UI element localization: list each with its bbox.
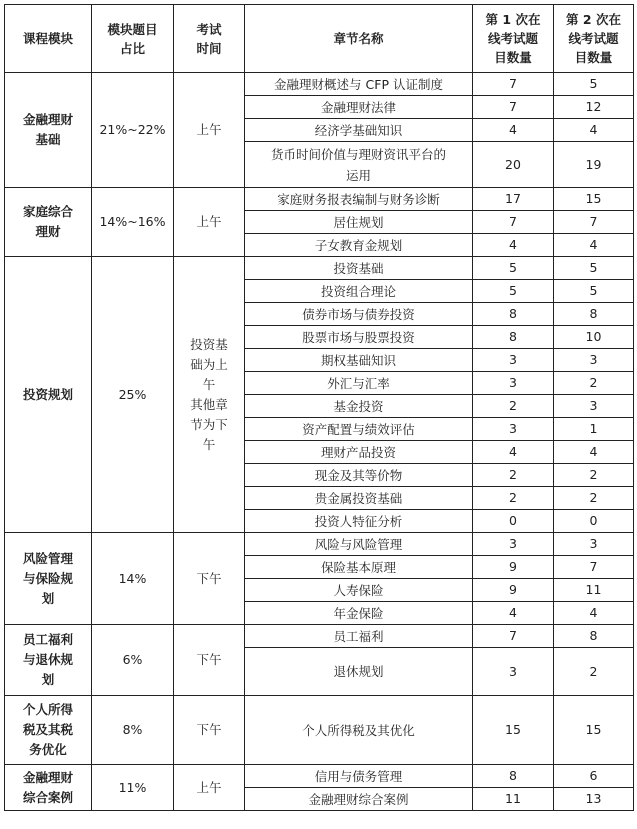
table-row	[5, 625, 634, 648]
course-module-cell: 员工福利 与退休规 划	[5, 625, 92, 696]
exam-time-cell: 上午	[174, 765, 245, 811]
exam2-count-cell: 0	[554, 510, 634, 533]
exam-time-cell: 下午	[174, 696, 245, 765]
module-share-cell: 25%	[92, 257, 174, 533]
exam1-count-cell: 20	[473, 142, 554, 188]
exam2-count-cell: 2	[554, 464, 634, 487]
module-share-cell: 21%~22%	[92, 73, 174, 188]
exam1-count-cell: 2	[473, 395, 554, 418]
chapter-name-cell: 年金保险	[245, 602, 473, 625]
chapter-name-cell: 人寿保险	[245, 579, 473, 602]
chapter-name-cell: 现金及其等价物	[245, 464, 473, 487]
exam-time-cell: 投资基 础为上 午 其他章 节为下 午	[174, 257, 245, 533]
chapter-name-cell: 资产配置与绩效评估	[245, 418, 473, 441]
course-module-cell: 个人所得 税及其税 务优化	[5, 696, 92, 765]
chapter-name-cell: 理财产品投资	[245, 441, 473, 464]
chapter-name-cell: 投资基础	[245, 257, 473, 280]
exam1-count-cell: 7	[473, 73, 554, 96]
course-module-cell: 风险管理 与保险规 划	[5, 533, 92, 625]
exam2-count-cell: 8	[554, 303, 634, 326]
exam2-count-cell: 5	[554, 280, 634, 303]
course-module-cell: 家庭综合 理财	[5, 188, 92, 257]
chapter-name-cell: 投资组合理论	[245, 280, 473, 303]
exam1-count-cell: 5	[473, 257, 554, 280]
exam2-count-cell: 6	[554, 765, 634, 788]
module-share-cell: 14%	[92, 533, 174, 625]
chapter-name-cell: 经济学基础知识	[245, 119, 473, 142]
exam1-count-cell: 7	[473, 96, 554, 119]
exam1-count-cell: 11	[473, 788, 554, 811]
module-share-cell: 14%~16%	[92, 188, 174, 257]
exam1-count-cell: 7	[473, 625, 554, 648]
chapter-name-cell: 股票市场与股票投资	[245, 326, 473, 349]
exam1-count-cell: 9	[473, 579, 554, 602]
chapter-name-cell: 保险基本原理	[245, 556, 473, 579]
header-chapter: 章节名称	[245, 5, 473, 73]
chapter-name-cell: 居住规划	[245, 211, 473, 234]
exam-time-cell: 上午	[174, 73, 245, 188]
exam1-count-cell: 2	[473, 464, 554, 487]
chapter-name-cell: 员工福利	[245, 625, 473, 648]
chapter-name-cell: 退休规划	[245, 648, 473, 696]
exam1-count-cell: 2	[473, 487, 554, 510]
exam1-count-cell: 4	[473, 119, 554, 142]
header-exam1: 第 1 次在 线考试题 目数量	[473, 5, 554, 73]
table-row	[5, 188, 634, 211]
chapter-name-cell: 金融理财概述与 CFP 认证制度	[245, 73, 473, 96]
chapter-name-cell: 金融理财综合案例	[245, 788, 473, 811]
exam2-count-cell: 11	[554, 579, 634, 602]
exam1-count-cell: 0	[473, 510, 554, 533]
chapter-name-cell: 金融理财法律	[245, 96, 473, 119]
exam-time-cell: 上午	[174, 188, 245, 257]
chapter-name-cell: 投资人特征分析	[245, 510, 473, 533]
course-module-cell: 金融理财 综合案例	[5, 765, 92, 811]
chapter-name-cell: 贵金属投资基础	[245, 487, 473, 510]
exam1-count-cell: 17	[473, 188, 554, 211]
exam2-count-cell: 7	[554, 556, 634, 579]
exam1-count-cell: 5	[473, 280, 554, 303]
chapter-name-cell: 子女教育金规划	[245, 234, 473, 257]
header-exam2: 第 2 次在 线考试题 目数量	[554, 5, 634, 73]
exam2-count-cell: 15	[554, 696, 634, 765]
chapter-name-cell: 基金投资	[245, 395, 473, 418]
exam2-count-cell: 2	[554, 372, 634, 395]
exam1-count-cell: 3	[473, 648, 554, 696]
exam2-count-cell: 5	[554, 257, 634, 280]
table-row	[5, 533, 634, 556]
exam2-count-cell: 5	[554, 73, 634, 96]
exam2-count-cell: 4	[554, 602, 634, 625]
header-time: 考试 时间	[174, 5, 245, 73]
table-body	[5, 73, 634, 811]
exam2-count-cell: 4	[554, 119, 634, 142]
exam1-count-cell: 15	[473, 696, 554, 765]
exam2-count-cell: 2	[554, 648, 634, 696]
exam1-count-cell: 3	[473, 372, 554, 395]
exam-time-cell: 下午	[174, 533, 245, 625]
chapter-name-cell: 家庭财务报表编制与财务诊断	[245, 188, 473, 211]
exam1-count-cell: 8	[473, 326, 554, 349]
exam2-count-cell: 3	[554, 349, 634, 372]
exam1-count-cell: 7	[473, 211, 554, 234]
module-share-cell: 8%	[92, 696, 174, 765]
table-row	[5, 73, 634, 96]
header-share: 模块题目 占比	[92, 5, 174, 73]
chapter-name-cell: 期权基础知识	[245, 349, 473, 372]
exam2-count-cell: 12	[554, 96, 634, 119]
exam1-count-cell: 4	[473, 234, 554, 257]
exam2-count-cell: 7	[554, 211, 634, 234]
chapter-name-cell: 风险与风险管理	[245, 533, 473, 556]
exam2-count-cell: 1	[554, 418, 634, 441]
exam1-count-cell: 3	[473, 349, 554, 372]
chapter-name-cell: 外汇与汇率	[245, 372, 473, 395]
exam1-count-cell: 3	[473, 418, 554, 441]
exam1-count-cell: 3	[473, 533, 554, 556]
exam2-count-cell: 3	[554, 395, 634, 418]
course-module-cell: 投资规划	[5, 257, 92, 533]
exam2-count-cell: 2	[554, 487, 634, 510]
exam1-count-cell: 8	[473, 765, 554, 788]
chapter-name-cell: 债券市场与债券投资	[245, 303, 473, 326]
exam2-count-cell: 4	[554, 234, 634, 257]
header-course: 课程模块	[5, 5, 92, 73]
exam2-count-cell: 3	[554, 533, 634, 556]
module-share-cell: 11%	[92, 765, 174, 811]
exam1-count-cell: 9	[473, 556, 554, 579]
table-row	[5, 696, 634, 765]
chapter-name-cell: 个人所得税及其优化	[245, 696, 473, 765]
chapter-name-cell: 信用与债务管理	[245, 765, 473, 788]
exam-time-cell: 下午	[174, 625, 245, 696]
header-row	[5, 5, 634, 73]
exam1-count-cell: 4	[473, 441, 554, 464]
course-module-cell: 金融理财 基础	[5, 73, 92, 188]
exam2-count-cell: 4	[554, 441, 634, 464]
exam2-count-cell: 10	[554, 326, 634, 349]
table-row	[5, 257, 634, 280]
module-share-cell: 6%	[92, 625, 174, 696]
exam2-count-cell: 15	[554, 188, 634, 211]
exam-question-table	[4, 4, 634, 811]
chapter-name-cell: 货币时间价值与理财资讯平台的 运用	[245, 142, 473, 188]
exam1-count-cell: 4	[473, 602, 554, 625]
exam2-count-cell: 19	[554, 142, 634, 188]
exam1-count-cell: 8	[473, 303, 554, 326]
exam2-count-cell: 8	[554, 625, 634, 648]
exam2-count-cell: 13	[554, 788, 634, 811]
table-row	[5, 765, 634, 788]
